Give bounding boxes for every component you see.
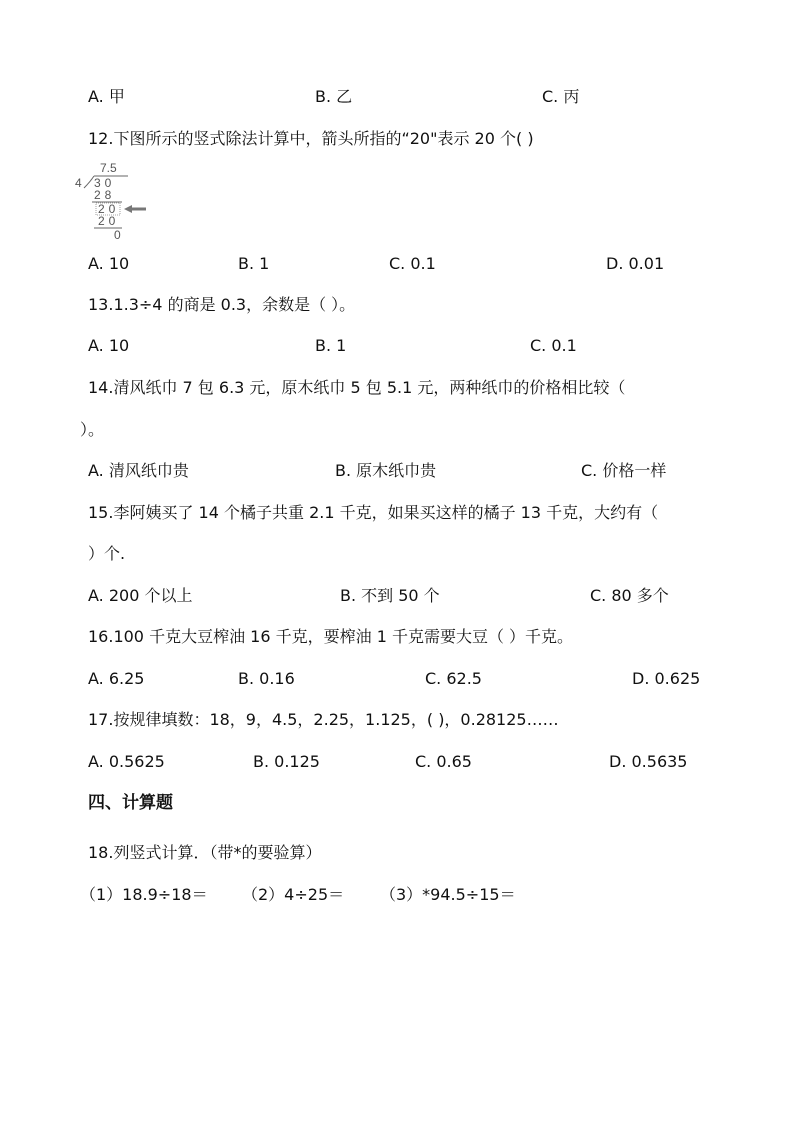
q17-option-c[interactable]: C. 0.65 <box>415 752 472 771</box>
q12-option-d[interactable]: D. 0.01 <box>606 254 665 273</box>
division-divisor: 4 <box>75 176 82 190</box>
q14-stem-line1: 14.清风纸巾 7 包 6.3 元，原木纸巾 5 包 5.1 元，两种纸巾的价格相比较（ <box>88 378 626 397</box>
q18-item-3: （3）*94.5÷15＝ <box>380 885 516 904</box>
division-row-2: 20 <box>98 202 120 216</box>
long-division-figure <box>72 160 162 242</box>
division-dividend: 30 <box>94 176 116 190</box>
division-row-4: 0 <box>114 228 121 242</box>
section-heading: 四、计算题 <box>88 793 173 813</box>
q11-option-a[interactable]: A. 甲 <box>88 87 125 106</box>
q15-stem-line2: ）个. <box>88 544 126 563</box>
division-row-3: 20 <box>98 214 120 228</box>
q17-stem: 17.按规律填数：18，9，4.5，2.25，1.125，( )，0.28125…… <box>88 710 559 729</box>
q12-stem: 12.下图所示的竖式除法计算中，箭头所指的“20"表示 20 个( ) <box>88 129 534 148</box>
q15-option-c[interactable]: C. 80 多个 <box>590 586 669 605</box>
q11-option-c[interactable]: C. 丙 <box>542 87 580 106</box>
q18-item-2: （2）4÷25＝ <box>242 885 345 904</box>
arrow-icon <box>124 205 132 213</box>
q13-stem: 13.1.3÷4 的商是 0.3，余数是（ ）。 <box>88 295 356 314</box>
q15-stem-line1: 15.李阿姨买了 14 个橘子共重 2.1 千克，如果买这样的橘子 13 千克，大约有（ <box>88 503 659 522</box>
q18-stem: 18.列竖式计算．（带*的要验算） <box>88 843 322 862</box>
q13-option-c[interactable]: C. 0.1 <box>530 336 577 355</box>
q16-stem: 16.100 千克大豆榨油 16 千克，要榨油 1 千克需要大豆（ ）千克。 <box>88 627 574 646</box>
q12-option-c[interactable]: C. 0.1 <box>389 254 436 273</box>
q17-option-a[interactable]: A. 0.5625 <box>88 752 165 771</box>
q14-option-c[interactable]: C. 价格一样 <box>581 461 667 480</box>
q11-option-b[interactable]: B. 乙 <box>315 87 353 106</box>
q17-option-d[interactable]: D. 0.5635 <box>609 752 688 771</box>
q15-option-b[interactable]: B. 不到 50 个 <box>340 586 440 605</box>
q13-option-a[interactable]: A. 10 <box>88 336 130 355</box>
q16-option-b[interactable]: B. 0.16 <box>238 669 295 688</box>
q14-option-b[interactable]: B. 原木纸巾贵 <box>335 461 437 480</box>
division-quotient: 7.5 <box>100 161 117 175</box>
q16-option-a[interactable]: A. 6.25 <box>88 669 145 688</box>
q16-option-d[interactable]: D. 0.625 <box>632 669 701 688</box>
q13-option-b[interactable]: B. 1 <box>315 336 347 355</box>
q16-option-c[interactable]: C. 62.5 <box>425 669 482 688</box>
division-row-1: 28 <box>94 188 116 202</box>
q14-stem-line2: ）。 <box>80 420 105 439</box>
q18-item-1: （1）18.9÷18＝ <box>80 885 208 904</box>
q15-option-a[interactable]: A. 200 个以上 <box>88 586 193 605</box>
q12-option-a[interactable]: A. 10 <box>88 254 130 273</box>
q17-option-b[interactable]: B. 0.125 <box>253 752 320 771</box>
q12-option-b[interactable]: B. 1 <box>238 254 270 273</box>
q14-option-a[interactable]: A. 清风纸巾贵 <box>88 461 189 480</box>
